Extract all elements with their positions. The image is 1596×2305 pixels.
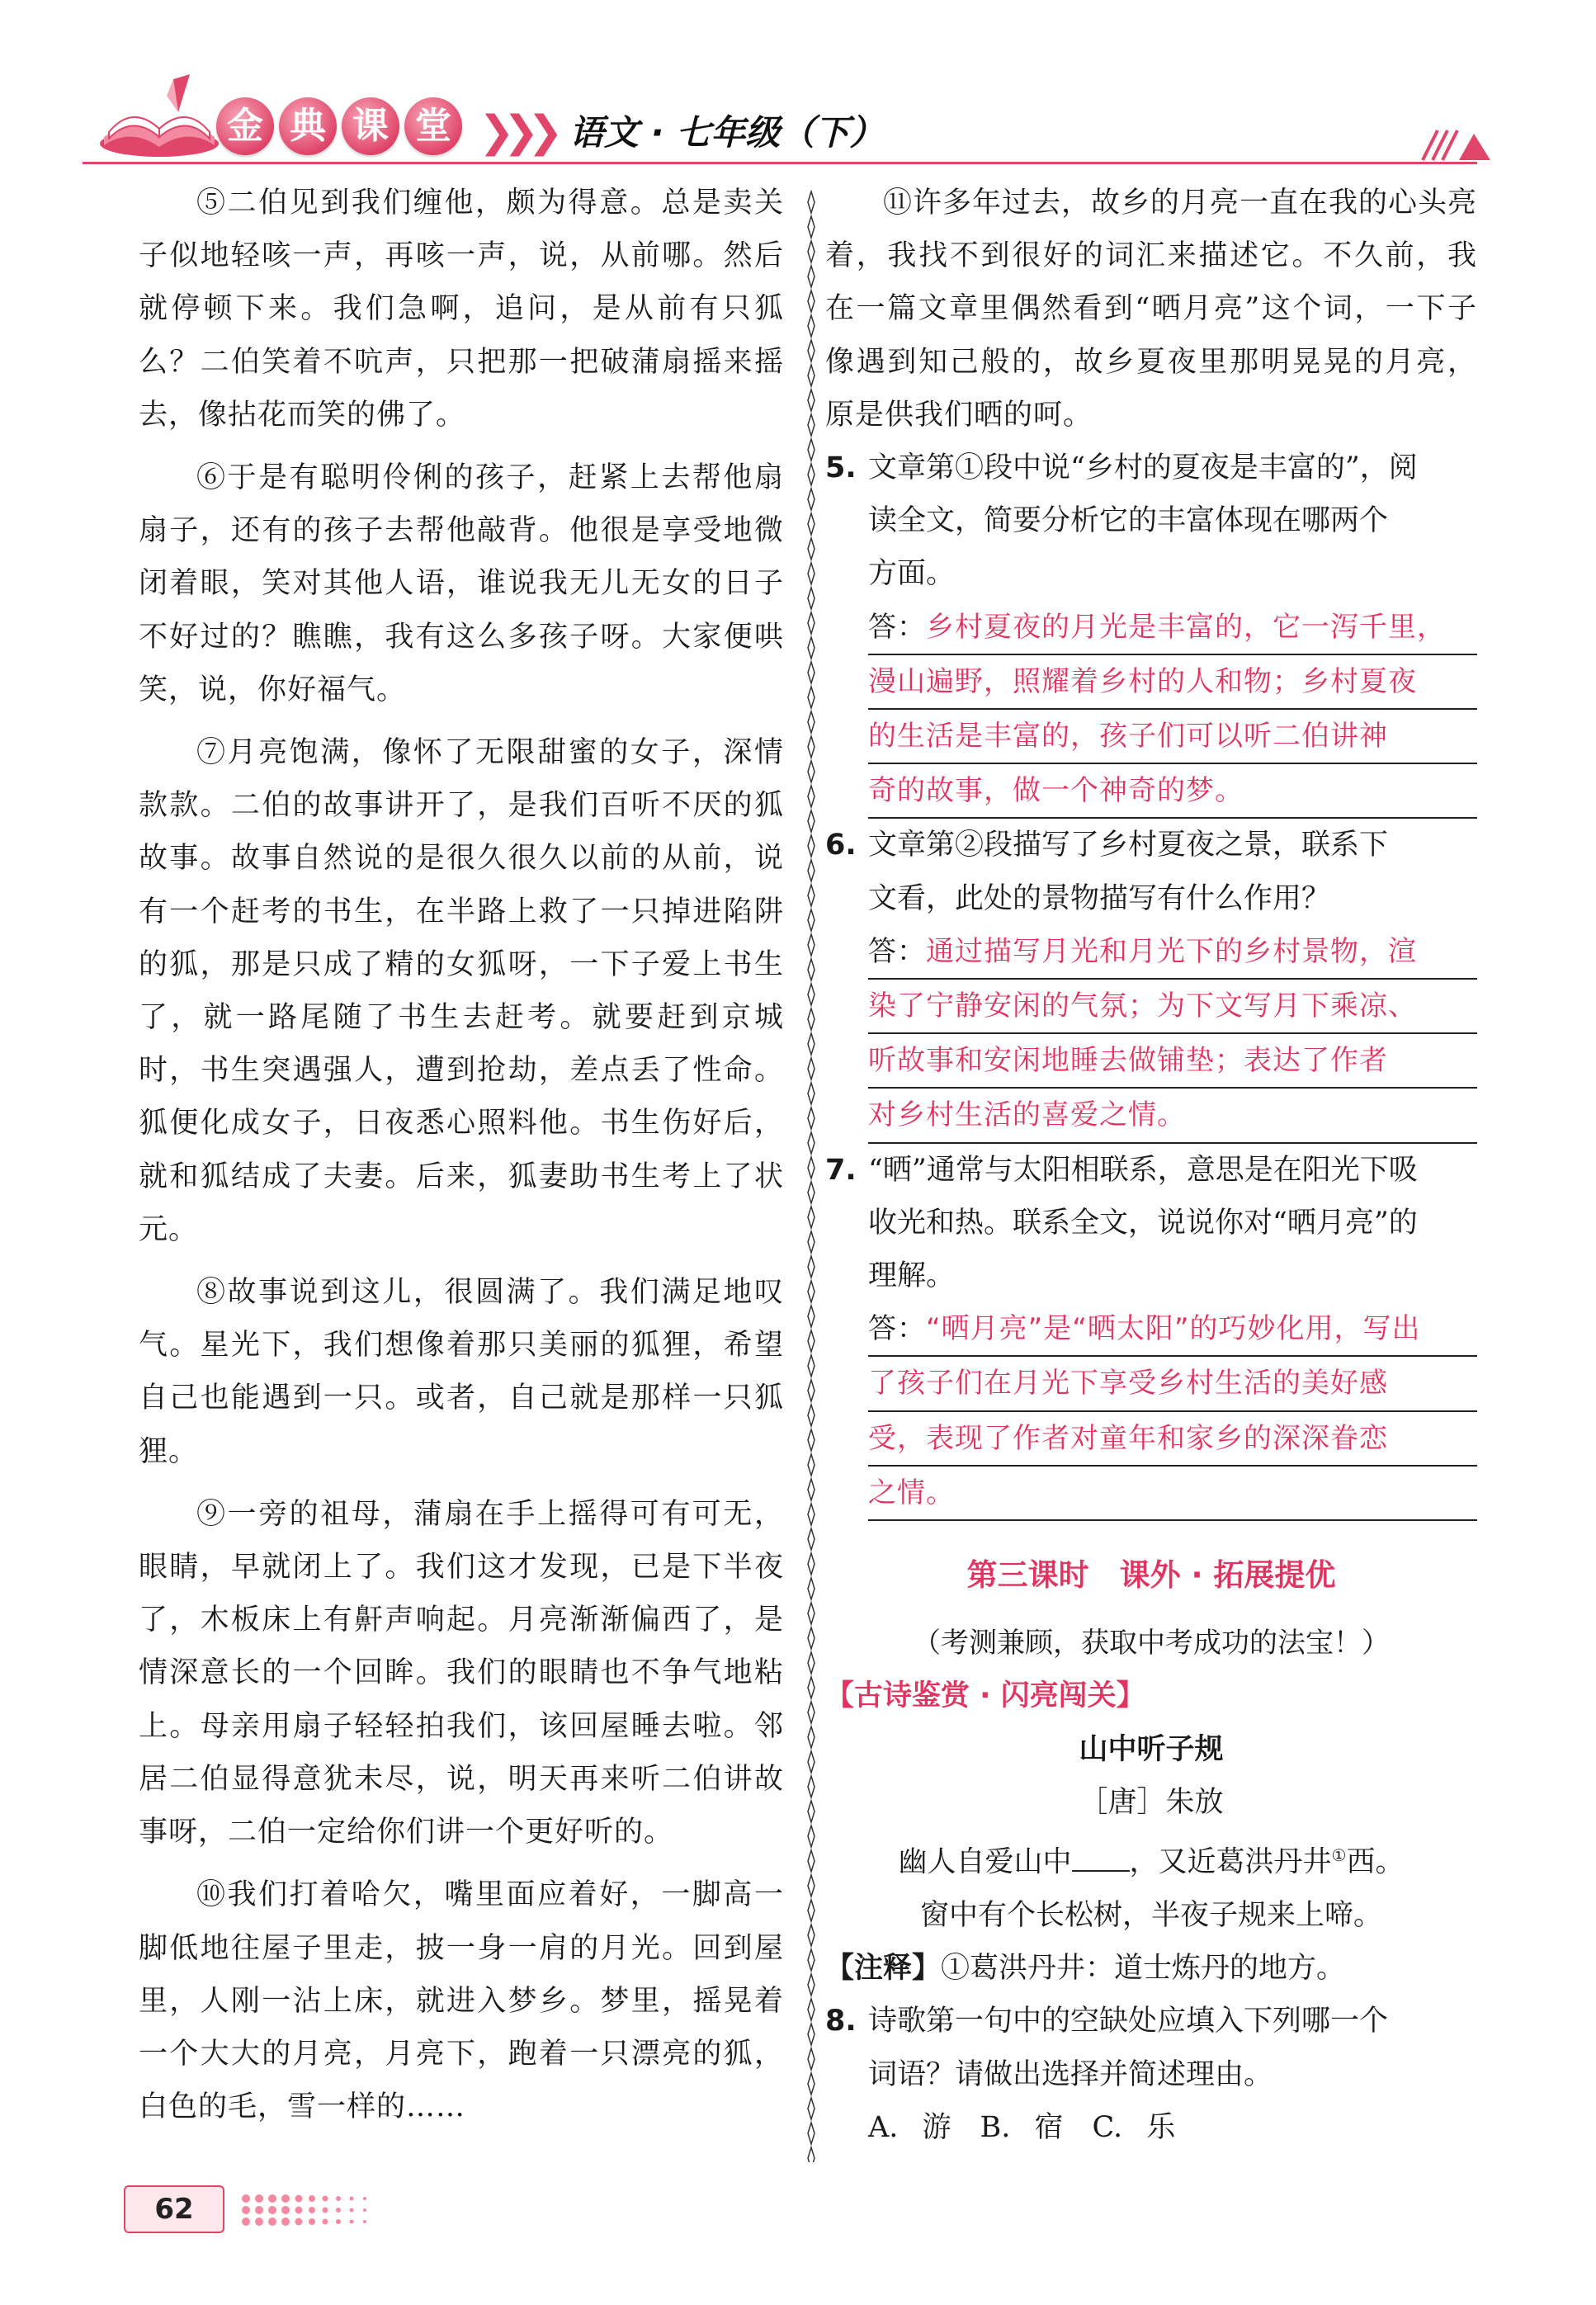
answer-prefix: 答： <box>868 934 926 968</box>
brand-char: 堂 <box>404 97 462 155</box>
dot-pattern-decoration <box>239 2190 487 2228</box>
brand-char: 典 <box>279 97 337 155</box>
answer-text: “晒月亮”是“晒太阳”的巧妙化用，写出 <box>926 1312 1421 1346</box>
section-subtitle: （考测兼顾，获取中考成功的法宝！） <box>913 1627 1390 1660</box>
answer-line <box>868 1302 1477 1357</box>
section-title: 第三课时 课外 · 拓展提优 <box>966 1557 1336 1594</box>
answer-5 <box>825 601 1477 820</box>
answer-line: 听故事和安闲地睡去做铺垫；表达了作者 <box>868 1034 1477 1089</box>
question-number: 5. <box>825 451 857 485</box>
question-text: 文看，此处的景物描写有什么作用？ <box>868 881 1331 915</box>
question-text: 诗歌第一句中的空缺处应填入下列哪一个 <box>868 2005 1389 2038</box>
poem-text: 西。 <box>1346 1845 1405 1879</box>
poem-line-2: 窗中有个长松树，半夜子规来上啼。 <box>919 1898 1382 1932</box>
poem-line-1 <box>825 1829 1477 1889</box>
paragraph-10: ⑩我们打着哈欠，嘴里面应着好，一脚高一脚低地往屋子里走，披一身一肩的月光。回到屋里，人刚一沾上床，就进入梦乡。梦里，摇晃着一个大大的月亮，月亮下，跑着一只漂亮的狐，白色的毛，雪一样的…… <box>139 1878 784 2124</box>
paragraph-11: ⑪许多年过去，故乡的月亮一直在我的心头亮着，我找不到很好的词汇来描述它。不久前，我在一篇文章里偶然看到“晒月亮”这个词，一下子像遇到知己般的，故乡夏夜里那明晃晃的月亮，原是供我们晒的呵。 <box>825 187 1478 432</box>
section-tag: 【古诗鉴赏 · 闪亮闯关】 <box>825 1679 1145 1713</box>
question-5 <box>825 442 1477 601</box>
answer-line <box>868 925 1477 980</box>
answer-text: 乡村夏夜的月光是丰富的，它一泻千里， <box>926 610 1446 644</box>
note <box>825 1942 1477 1995</box>
answer-line: 对乡村生活的喜爱之情。 <box>868 1089 1477 1143</box>
answer-6 <box>825 925 1477 1144</box>
poem-text: ，又近葛洪丹井 <box>1129 1845 1332 1879</box>
poem-title: 山中听子规 <box>1079 1732 1224 1766</box>
corner-stripes-icon <box>1419 122 1494 163</box>
chevrons-decoration-icon: ❯❯❯ <box>479 107 552 157</box>
answer-prefix: 答： <box>868 610 926 644</box>
question-7 <box>825 1144 1477 1303</box>
note-text: ①葛洪丹井：道士炼丹的地方。 <box>941 1952 1346 1986</box>
paragraph-8: ⑧故事说到这儿，很圆满了。我们满足地叹气。星光下，我们想像着那只美丽的狐狸，希望自己也能遇到一只。或者，自己就是那样一只狐狸。 <box>139 1276 784 1468</box>
brand-char: 金 <box>216 97 274 155</box>
question-number: 6. <box>825 829 857 862</box>
subject-grade-label: 语文 · 七年级（下） <box>569 112 885 153</box>
answer-line: 漫山遍野，照耀着乡村的人和物；乡村夏夜 <box>868 655 1477 710</box>
brand-title <box>216 97 462 155</box>
open-book-logo-icon <box>97 71 221 162</box>
answer-text: 通过描写月光和月光下的乡村景物，渲 <box>926 934 1417 968</box>
paragraph-6: ⑥于是有聪明伶俐的孩子，赶紧上去帮他扇扇子，还有的孩子去帮他敲背。他很是享受地微闭着眼，笑对其他人语，谁说我无儿无女的日子不好过的？瞧瞧，我有这么多孩子呀。大家便哄笑，说，你好福气。 <box>139 461 784 706</box>
page-number: 62 <box>124 2185 224 2233</box>
brand-char: 课 <box>342 97 399 155</box>
answer-prefix: 答： <box>868 1312 926 1346</box>
question-text: 理解。 <box>868 1259 956 1293</box>
answer-line: 之情。 <box>868 1467 1477 1521</box>
answer-line: 受，表现了作者对童年和家乡的深深眷恋 <box>868 1412 1477 1467</box>
footnote-marker: ① <box>1331 1845 1347 1866</box>
answer-line: 奇的故事，做一个神奇的梦。 <box>868 764 1477 819</box>
page-header <box>0 0 1596 182</box>
column-divider <box>805 190 817 2162</box>
question-text: 文章第②段描写了乡村夏夜之景，联系下 <box>868 829 1389 862</box>
question-text: 词语？请做出选择并简述理由。 <box>868 2057 1273 2091</box>
answer-line: 染了宁静安闲的气氛；为下文写月下乘凉、 <box>868 980 1477 1034</box>
answer-line <box>868 601 1477 655</box>
left-column <box>139 177 784 2133</box>
poem-text: 幽人自爱山中 <box>898 1845 1072 1879</box>
question-text: “晒”通常与太阳相联系，意思是在阳光下吸 <box>868 1153 1418 1187</box>
question-6 <box>825 819 1477 924</box>
poem-author: ［唐］朱放 <box>1079 1785 1224 1819</box>
question-text: 文章第①段中说“乡村的夏夜是丰富的”，阅 <box>868 451 1418 485</box>
question-number: 8. <box>825 2005 857 2038</box>
fill-in-blank <box>1072 1845 1130 1872</box>
question-text: 方面。 <box>868 557 956 591</box>
answer-line: 的生活是丰富的，孩子们可以听二伯讲神 <box>868 710 1477 764</box>
answer-7 <box>825 1302 1477 1521</box>
note-tag: 【注释】 <box>825 1952 942 1986</box>
right-column <box>825 177 1477 2154</box>
question-text: 收光和热。联系全文，说说你对“晒月亮”的 <box>868 1206 1418 1240</box>
question-8 <box>825 1995 1477 2100</box>
paragraph-9: ⑨一旁的祖母，蒲扇在手上摇得可有可无，眼睛，早就闭上了。我们这才发现，已是下半夜了，木板床上有鼾声响起。月亮渐渐偏西了，是情深意长的一个回眸。我们的眼睛也不争气地粘上。母亲用扇子轻轻拍我们，该回屋睡去啦。邻居二伯显得意犹未尽，说，明天再来听二伯讲故事呀，二伯一定给你们讲一个更好听的。 <box>139 1497 784 1849</box>
paragraph-7: ⑦月亮饱满，像怀了无限甜蜜的女子，深情款款。二伯的故事讲开了，是我们百听不厌的狐故事。故事自然说的是很久很久以前的从前，说有一个赶考的书生，在半路上救了一只掉进陷阱的狐，那是只成了精的女狐呀，一下子爱上书生了，就一路尾随了书生去赶考。就要赶到京城时，书生突遇强人，遭到抢劫，差点丢了性命。狐便化成女子，日夜悉心照料他。书生伤好后，就和狐结成了夫妻。后来，狐妻助书生考上了状元。 <box>139 736 784 1246</box>
question-text: 读全文，简要分析它的丰富体现在哪两个 <box>868 504 1389 538</box>
question-number: 7. <box>825 1153 857 1187</box>
answer-options: A. 游 B. 宿 C. 乐 <box>868 2110 1176 2144</box>
header-rule <box>83 162 1477 164</box>
paragraph-5: ⑤二伯见到我们缠他，颇为得意。总是卖关子似地轻咳一声，再咳一声，说，从前哪。然后就停顿下来。我们急啊，追问，是从前有只狐么？二伯笑着不吭声，只把那一把破蒲扇摇来摇去，像拈花而笑的佛了。 <box>139 187 784 432</box>
answer-line: 了孩子们在月光下享受乡村生活的美好感 <box>868 1357 1477 1411</box>
